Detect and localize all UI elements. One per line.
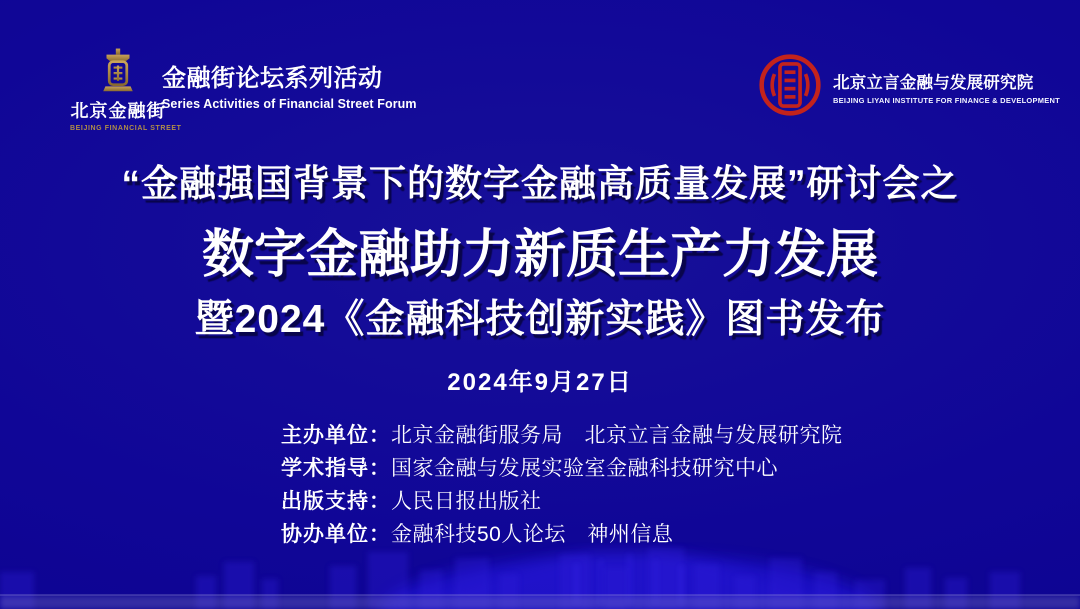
event-main-title: 数字金融助力新质生产力发展 xyxy=(201,224,878,285)
bfs-logo-name-cn: 北京金融街 xyxy=(70,101,166,122)
credit-label: 学术指导： xyxy=(281,457,391,480)
event-date: 2024年9月27日 xyxy=(447,369,633,396)
series-title-en: Series Activities of Financial Street Forum xyxy=(162,97,417,111)
credit-value: 国家金融与发展实验室金融科技研究中心 xyxy=(391,457,778,480)
series-title-cn: 金融街论坛系列活动 xyxy=(162,65,383,92)
event-pre-title: “金融强国背景下的数字金融高质量发展”研讨会之 xyxy=(121,163,959,204)
liyan-logo-name-en: BEIJING LIYAN INSTITUTE FOR FINANCE & DEVELOPMENT xyxy=(833,96,1060,105)
bfs-logo-block xyxy=(70,48,182,132)
credit-row-host xyxy=(281,419,843,452)
credit-value: 北京金融街服务局 北京立言金融与发展研究院 xyxy=(391,424,843,447)
liyan-logo-block xyxy=(758,52,1060,118)
city-skyline-graphic xyxy=(0,524,1080,609)
event-sub-title: 暨2024《金融科技创新实践》图书发布 xyxy=(194,298,886,341)
treasure-seal-icon xyxy=(101,48,135,94)
credit-label: 协办单位： xyxy=(281,523,391,546)
credit-row-academic xyxy=(281,452,843,485)
liyan-logo-name-cn: 北京立言金融与发展研究院 xyxy=(833,74,1034,92)
credit-label: 主办单位： xyxy=(281,424,391,447)
liyan-seal-icon xyxy=(758,52,822,118)
credit-value: 人民日报出版社 xyxy=(391,490,542,513)
credit-label: 出版支持： xyxy=(281,490,391,513)
credit-value: 金融科技50人论坛 神州信息 xyxy=(391,523,674,546)
bfs-logo-name-en: BEIJING FINANCIAL STREET xyxy=(70,125,182,132)
credit-row-publisher xyxy=(281,485,843,518)
series-title-block xyxy=(162,58,417,111)
